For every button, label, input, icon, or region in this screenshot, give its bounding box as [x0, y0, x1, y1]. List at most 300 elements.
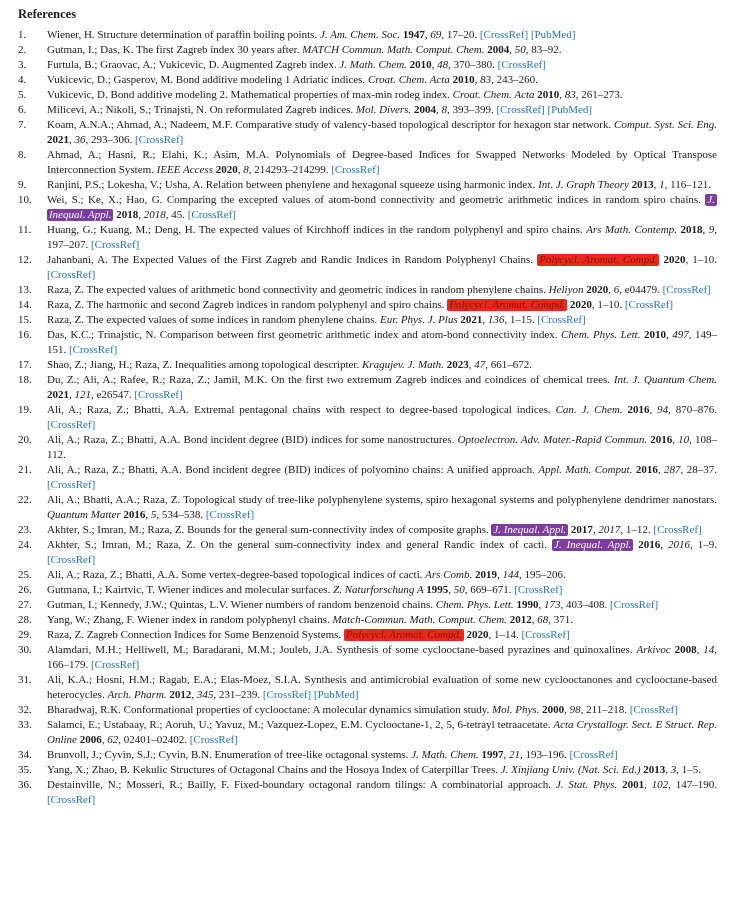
journal-name: Quantum Matter — [47, 509, 124, 521]
reference-item — [18, 493, 717, 523]
reference-text — [47, 148, 717, 178]
crossref-link[interactable]: [CrossRef] — [569, 749, 618, 761]
reference-item — [18, 628, 717, 643]
reference-text-span: , 243–260. — [491, 74, 538, 86]
reference-item — [18, 598, 717, 613]
crossref-link[interactable]: [CrossRef] — [47, 479, 96, 491]
journal-name: 136 — [487, 314, 505, 326]
reference-text — [47, 373, 717, 403]
crossref-link[interactable]: [CrossRef] — [134, 389, 183, 401]
reference-item — [18, 148, 717, 178]
journal-name: 83 — [564, 89, 576, 101]
reference-number: 35. — [18, 764, 32, 776]
reference-item — [18, 328, 717, 358]
reference-text — [47, 463, 717, 493]
reference-number: 5. — [18, 89, 27, 101]
crossref-link[interactable]: [CrossRef] — [187, 209, 236, 221]
highlighted-journal-red: Polycycl. Aromat. Compd. — [539, 254, 658, 266]
journal-name: Acta Crystallogr. Sect. E Struct. Rep. Online — [47, 719, 717, 746]
reference-text-span: Destainville, N.; Mosseri, R.; Bailly, F. Fixed-boundary octagonal random tilings: A combinatorial approach. — [47, 779, 556, 791]
journal-name: 14 — [703, 644, 715, 656]
reference-text-span: Ahmad, A.; Hasni, R.; Elahi, K.; Asim, M.A. Polynomials of Degree-based Indices for Swapped Networks Modeled by Optical Transpose Interconnection System. — [47, 149, 717, 176]
crossref-link[interactable]: [CrossRef] — [653, 524, 702, 536]
reference-text-span: , 17–20. — [441, 29, 480, 41]
reference-item — [18, 283, 717, 298]
reference-item — [18, 193, 717, 223]
reference-text-span: , — [448, 584, 454, 596]
reference-text-span: , 45. — [165, 209, 188, 221]
reference-text-span: , 534–538. — [156, 509, 206, 521]
reference-text-span: , — [191, 689, 197, 701]
journal-name: J. Xinjiang Univ. (Nat. Sci. Ed.) — [500, 764, 644, 776]
highlighted-journal-red: Polycycl. Aromat. Compd. — [449, 299, 566, 311]
crossref-link[interactable]: [CrossRef] — [205, 509, 255, 521]
reference-text-span: Akhter, S.; Imran, M.; Raza, Z. Bounds for the general sum-connectivity index of composite graphs. — [47, 524, 492, 536]
reference-text — [47, 193, 717, 223]
publication-year: 2010 — [452, 74, 475, 86]
reference-item — [18, 778, 717, 808]
crossref-link[interactable]: [CrossRef] — [91, 659, 140, 671]
journal-name: 50 — [453, 584, 465, 596]
publication-year: 2020 — [663, 254, 686, 266]
reference-text-span: Ali, A.; Raza, Z.; Bhatti, A.A. Some vertex-degree-based topological indices of cacti. — [47, 569, 426, 581]
reference-number: 15. — [18, 314, 32, 326]
reference-text-span: , 197–207. — [47, 224, 717, 251]
reference-text-span: , — [424, 29, 431, 41]
reference-text-span: Du, Z.; Ali, A.; Rafee, R.; Raza, Z.; Jamil, M.K. On the first two extremum Zagreb indices and coindices of chemical trees. — [47, 374, 614, 386]
journal-name: Chem. Phys. Lett. — [561, 329, 644, 341]
reference-item — [18, 748, 717, 763]
crossref-link[interactable]: [CrossRef] — [662, 284, 711, 296]
reference-number: 18. — [18, 374, 32, 386]
publication-year: 2020 — [215, 164, 238, 176]
crossref-link[interactable]: [CrossRef] — [537, 314, 586, 326]
publication-year: 2020 — [586, 284, 609, 296]
reference-text-span: , — [696, 644, 704, 656]
publication-year: 2017 — [570, 524, 593, 536]
journal-name: 144 — [502, 569, 519, 581]
reference-text-span: , 403–408. — [560, 599, 610, 611]
publication-year: 2004 — [413, 104, 436, 116]
reference-text — [47, 328, 717, 358]
reference-text-span: , — [138, 209, 144, 221]
journal-name: 62 — [107, 734, 119, 746]
reference-text-span: , 1–15. — [504, 314, 538, 326]
reference-text-span: Yang, W.; Zhang, F. Wiener index in random polyphenyl chains. — [47, 614, 333, 626]
publication-year: 2021 — [47, 134, 69, 146]
reference-text-span: , e04479. — [619, 284, 663, 296]
journal-name: 8 — [243, 164, 249, 176]
reference-item — [18, 253, 717, 283]
reference-text — [47, 178, 717, 193]
publication-year: 2016 — [627, 404, 650, 416]
journal-name: Chem. Phys. Lett. — [435, 599, 517, 611]
reference-text-span: Ranjini, P.S.; Lokesha, V.; Usha, A. Relation between phenylene and hexagonal squeeze using harmonic index. — [47, 179, 539, 191]
reference-text-span: , 1–9. — [690, 539, 718, 551]
reference-number: 36. — [18, 779, 32, 791]
publication-year: 2006 — [79, 734, 102, 746]
journal-name: Arch. Pharm. — [107, 689, 170, 701]
reference-item — [18, 463, 717, 493]
journal-name: 8 — [441, 104, 447, 116]
reference-number: 11. — [18, 224, 32, 236]
reference-text — [47, 313, 717, 328]
reference-text-span: , 870–876. — [668, 404, 717, 416]
reference-text-span: Raza, Z. The expected values of some indices in random phenylene chains. — [47, 314, 381, 326]
reference-text-span: , 195–206. — [518, 569, 566, 581]
reference-text-span: , 1–10. — [591, 299, 625, 311]
reference-number: 29. — [18, 629, 32, 641]
reference-item — [18, 763, 717, 778]
pubmed-link[interactable]: [PubMed] — [530, 29, 576, 41]
crossref-link[interactable]: [CrossRef] — [514, 584, 563, 596]
reference-number: 34. — [18, 749, 32, 761]
reference-text-span: Furtula, B.; Graovac, A.; Vukicevic, D. Augmented Zagreb index. — [47, 59, 340, 71]
reference-text-span: , 166–179. — [47, 644, 718, 671]
reference-number: 31. — [18, 674, 32, 686]
reference-number: 24. — [18, 539, 32, 551]
reference-text-span: , 116–121. — [664, 179, 711, 191]
reference-text-span: Wiener, H. Structure determination of paraffin boiling points. — [47, 29, 320, 41]
reference-text-span: , — [665, 329, 673, 341]
reference-text-span: , — [503, 749, 509, 761]
crossref-link[interactable]: [CrossRef] — [47, 794, 96, 806]
reference-text-span: Ali, A.; Bhatti, A.A.; Raza, Z. Topological study of tree-like polyphenylene systems, spiro hexagonal systems and polyphenylene dendrimer nanostars. — [47, 494, 717, 506]
reference-text-span: , 1–14. — [488, 629, 522, 641]
reference-text-span: Vukicevic, D. Bond additive modeling 2. Mathematical properties of max-min rodeg index. — [47, 89, 453, 101]
reference-number: 2. — [18, 44, 27, 56]
journal-name: IEEE Access — [156, 164, 216, 176]
reference-text-span: , — [592, 524, 599, 536]
publication-year: 2021 — [460, 314, 483, 326]
crossref-link[interactable]: [CrossRef] — [47, 419, 96, 431]
reference-text — [47, 58, 717, 73]
reference-text — [47, 583, 717, 598]
reference-number: 14. — [18, 299, 32, 311]
publication-year: 2023 — [446, 359, 469, 371]
reference-text — [47, 718, 717, 748]
publication-year: 2021 — [47, 389, 69, 401]
journal-name: Heliyon — [548, 284, 587, 296]
reference-item — [18, 88, 717, 103]
reference-text-span: Wei, S.; Ke, X.; Hao, G. Comparing the excepted values of atom-bond connectivity and geometric arithmetic indices in random spiro chains. — [47, 194, 706, 206]
publication-year: 2012 — [169, 689, 192, 701]
reference-text-span: , — [559, 89, 565, 101]
reference-number: 26. — [18, 584, 32, 596]
reference-text — [47, 253, 717, 283]
crossref-link[interactable]: [CrossRef] — [629, 704, 678, 716]
reference-text — [47, 73, 717, 88]
reference-text-span: , — [702, 224, 709, 236]
reference-text-span: , 149–151. — [47, 329, 718, 356]
reference-text-span: , — [474, 74, 481, 86]
publication-year: 2010 — [537, 89, 560, 101]
reference-number: 23. — [18, 524, 32, 536]
crossref-link[interactable]: [CrossRef] — [47, 269, 96, 281]
journal-name: 2017 — [598, 524, 621, 536]
crossref-link[interactable]: [CrossRef] — [521, 629, 570, 641]
pubmed-link[interactable]: [PubMed] — [547, 104, 593, 116]
reference-text — [47, 403, 717, 433]
reference-number: 8. — [18, 149, 27, 161]
crossref-link[interactable]: [CrossRef] — [496, 104, 545, 116]
journal-name: 94 — [657, 404, 669, 416]
reference-text-span: , 371. — [548, 614, 573, 626]
reference-text-span: Gutmana, I.; Kairtvic, T. Wiener indices and molecular surfaces. — [47, 584, 334, 596]
reference-number: 19. — [18, 404, 32, 416]
reference-item — [18, 358, 717, 373]
reference-text-span: , — [101, 734, 108, 746]
publication-year: 2001 — [622, 779, 645, 791]
reference-number: 17. — [18, 359, 32, 371]
journal-name: Can. J. Chem. — [555, 404, 628, 416]
reference-item — [18, 403, 717, 433]
reference-text-span: Salamci, E.; Ustabaay, R.; Aoruh, U.; Yavuz, M.; Vazquez-Lopez, E.M. Cyclooctane-1, 2, 5, 6-tetrayl tetraacetate. — [47, 719, 554, 731]
pubmed-link[interactable]: [PubMed] — [313, 689, 359, 701]
reference-text — [47, 703, 717, 718]
journal-name: 83 — [480, 74, 492, 86]
highlighted-journal-purple: J. Inequal. Appl. — [553, 539, 632, 551]
publication-year: 2010 — [643, 329, 666, 341]
reference-item — [18, 673, 717, 703]
publication-year: 1990 — [516, 599, 539, 611]
reference-number: 12. — [18, 254, 32, 266]
reference-text-span: , — [644, 779, 652, 791]
reference-text-span: , 1–10. — [685, 254, 718, 266]
reference-text-span: , — [538, 599, 544, 611]
reference-text-span: Akhter, S.; Imran, M.; Raza, Z. On the general sum-connectivity index and general Randic index of cacti. — [47, 539, 552, 551]
reference-text-span: Raza, Z. Zagreb Connection Indices for Some Benzenoid Systems. — [47, 629, 344, 641]
journal-name: 345 — [196, 689, 214, 701]
reference-text-span: , 393–399. — [446, 104, 497, 116]
reference-number: 16. — [18, 329, 32, 341]
reference-text-span: Huang, G.; Kuang, M.; Deng, H. The expected values of Kirchhoff indices in the random polyphenyl and spiro chains. — [47, 224, 587, 236]
crossref-link[interactable]: [CrossRef] — [91, 239, 140, 251]
reference-text — [47, 103, 717, 118]
reference-text-span: , — [145, 509, 151, 521]
reference-number: 21. — [18, 464, 32, 476]
reference-item — [18, 703, 717, 718]
reference-text — [47, 298, 717, 313]
reference-text — [47, 748, 717, 763]
journal-name: 9 — [708, 224, 715, 236]
publication-year: 2013 — [643, 764, 666, 776]
reference-text-span: Yang, X.; Zhao, B. Kekulic Structures of Octagonal Chains and the Hosoya Index of Caterpillar Trees. — [47, 764, 501, 776]
publication-year: 2016 — [650, 434, 673, 446]
reference-text — [47, 598, 717, 613]
journal-name: Int. J. Quantum Chem. — [613, 374, 717, 386]
journal-name: 102 — [651, 779, 669, 791]
reference-text-span: , — [672, 434, 679, 446]
reference-number: 32. — [18, 704, 32, 716]
reference-item — [18, 718, 717, 748]
crossref-link[interactable]: [CrossRef] — [624, 299, 674, 311]
journal-name: Croat. Chem. Acta — [452, 89, 538, 101]
reference-text-span: Ali, A.; Raza, Z.; Bhatti, A.A. Extremal pentagonal chains with respect to degree-based topological indices. — [47, 404, 556, 416]
journal-name: 36 — [74, 134, 86, 146]
crossref-link[interactable]: [CrossRef] — [331, 164, 380, 176]
publication-year: 2016 — [638, 539, 661, 551]
journal-name: J. Am. Chem. Soc. — [319, 29, 403, 41]
reference-text-span: Raza, Z. The harmonic and second Zagreb indices in random polyphenyl and spiro chains. — [47, 299, 448, 311]
reference-number: 30. — [18, 644, 32, 656]
page-title: References — [18, 7, 77, 21]
reference-text-span: , e26547. — [91, 389, 135, 401]
reference-item — [18, 613, 717, 628]
reference-text-span: , — [69, 134, 75, 146]
crossref-link[interactable]: [CrossRef] — [189, 734, 238, 746]
reference-item — [18, 28, 717, 43]
publication-year: 2016 — [123, 509, 146, 521]
reference-text-span: , — [564, 704, 570, 716]
publication-year: 2020 — [466, 629, 489, 641]
reference-text — [47, 568, 717, 583]
crossref-link[interactable]: [CrossRef] — [497, 59, 546, 71]
reference-text-span: Raza, Z. The expected values of arithmetic bond connectivity and geometric indices in random phenylene chains. — [47, 284, 549, 296]
reference-text-span: , 28–37. — [680, 464, 718, 476]
reference-text — [47, 523, 717, 538]
publication-year: 2013 — [631, 179, 654, 191]
journal-name: 2016 — [668, 539, 691, 551]
reference-number: 22. — [18, 494, 32, 506]
reference-text — [47, 538, 717, 568]
reference-number: 4. — [18, 74, 27, 86]
journal-name: 121 — [74, 389, 91, 401]
reference-text-span: , 147–190. — [668, 779, 717, 791]
reference-item — [18, 568, 717, 583]
publication-year: 2019 — [474, 569, 497, 581]
crossref-link[interactable]: [CrossRef] — [47, 554, 96, 566]
reference-text-span: , 669–671. — [464, 584, 515, 596]
journal-name: 1 — [659, 179, 665, 191]
reference-text-span: , — [482, 314, 488, 326]
reference-text-span: Koam, A.N.A.; Ahmad, A.; Nadeem, M.F. Comparative study of valency-based topological descriptor for hexagon star network. — [47, 119, 614, 131]
reference-text-span: , — [531, 614, 538, 626]
journal-name: 69 — [430, 29, 442, 41]
reference-text-span: Alamdari, M.H.; Helliwell, M.; Baradarani, M.M.; Jouleb, J.A. Synthesis of some cyclooctane-based pyrazines and quinoxalines. — [47, 644, 637, 656]
reference-text-span: , 370–380. — [448, 59, 498, 71]
reference-item — [18, 118, 717, 148]
publication-year: 1995 — [426, 584, 449, 596]
reference-text-span: , 293–306. — [85, 134, 135, 146]
journal-name: J. Math. Chem. — [339, 59, 410, 71]
reference-text-span: , — [509, 44, 515, 56]
reference-number: 7. — [18, 119, 27, 131]
highlighted-journal-purple: J. Inequal. Appl. — [493, 524, 567, 536]
journal-name: 6 — [613, 284, 620, 296]
crossref-link[interactable]: [CrossRef] — [609, 599, 659, 611]
crossref-link[interactable]: [CrossRef] — [479, 29, 529, 41]
reference-number: 20. — [18, 434, 32, 446]
reference-text-span: Ali, A.; Raza, Z.; Bhatti, A.A. Bond incident degree (BID) indices for some nanostructures. — [47, 434, 458, 446]
reference-text-span: , 108–112. — [47, 434, 718, 461]
reference-text-span: , 1–12. — [620, 524, 654, 536]
publication-year: 2020 — [569, 299, 592, 311]
publication-year: 2008 — [674, 644, 697, 656]
reference-text-span: , — [69, 389, 75, 401]
reference-text-span: Gutman, I.; Kennedy, J.W.; Quintas, L.V. Wiener numbers of random benzenoid chains. — [47, 599, 436, 611]
journal-name: Mol. Phys. — [492, 704, 543, 716]
crossref-link[interactable]: [CrossRef] — [262, 689, 312, 701]
reference-text-span: Ali, A.; Raza, Z.; Bhatti, A.A. Bond incident degree (BID) indices of polyomino chains: A unified approach. — [47, 464, 539, 476]
reference-text — [47, 493, 717, 523]
reference-text-span: , — [657, 464, 665, 476]
journal-name: Kragujev. J. Math. — [361, 359, 447, 371]
journal-name: Appl. Math. Comput. — [538, 464, 636, 476]
journal-name: Ars Math. Contemp. — [586, 224, 681, 236]
journal-name: 3 — [670, 764, 677, 776]
reference-text-span: Shao, Z.; Jiang, H.; Raza, Z. Inequalities among topological descripter. — [47, 359, 362, 371]
journal-name: 5 — [150, 509, 157, 521]
journal-name: 497 — [672, 329, 689, 341]
publication-year: 2010 — [409, 59, 432, 71]
journal-name: 47 — [474, 359, 486, 371]
reference-text — [47, 763, 717, 778]
journal-name: Z. Naturforschung A — [333, 584, 427, 596]
publication-year: 1997 — [481, 749, 504, 761]
reference-item — [18, 103, 717, 118]
reference-text-span: , — [431, 59, 438, 71]
reference-number: 25. — [18, 569, 32, 581]
journal-name: 2018 — [143, 209, 166, 221]
reference-item — [18, 73, 717, 88]
reference-number: 33. — [18, 719, 32, 731]
journal-name: Optoelectron. Adv. Mater.-Rapid Commun. — [457, 434, 651, 446]
reference-text-span: , 211–218. — [580, 704, 630, 716]
reference-text-span: Jahanbani, A. The Expected Values of the First Zagreb and Randic Indices in Random Polyphenyl Chains. — [47, 254, 538, 266]
journal-name: Comput. Syst. Sci. Eng. — [613, 119, 717, 131]
reference-number: 27. — [18, 599, 32, 611]
journal-name: 98 — [569, 704, 581, 716]
reference-text — [47, 118, 717, 148]
reference-item — [18, 583, 717, 598]
reference-number: 28. — [18, 614, 32, 626]
reference-text-span: , 83–92. — [525, 44, 562, 56]
reference-text — [47, 28, 717, 43]
reference-item — [18, 433, 717, 463]
journal-name: 10 — [678, 434, 690, 446]
reference-text-span: , 661–672. — [485, 359, 532, 371]
reference-item — [18, 178, 717, 193]
reference-text-span: , — [237, 164, 244, 176]
reference-text-span: , — [649, 404, 658, 416]
publication-year: 2004 — [487, 44, 510, 56]
crossref-link[interactable]: [CrossRef] — [69, 344, 118, 356]
reference-item — [18, 373, 717, 403]
reference-number: 9. — [18, 179, 27, 191]
reference-text-span: Vukicevic, D.; Gasperov, M. Bond additive modeling 1 Adriatic indices. — [47, 74, 368, 86]
crossref-link[interactable]: [CrossRef] — [135, 134, 184, 146]
journal-name: MATCH Commun. Math. Comput. Chem. — [302, 44, 488, 56]
journal-name: Arkivoc — [636, 644, 675, 656]
journal-name: Ars Comb. — [425, 569, 475, 581]
reference-text-span: , — [660, 539, 669, 551]
reference-item — [18, 58, 717, 73]
reference-text — [47, 223, 717, 253]
reference-text-span: , 261–273. — [575, 89, 623, 101]
journal-name: 68 — [537, 614, 549, 626]
reference-text-span: Bharadwaj, R.K. Conformational properties of cyclooctane: A molecular dynamics simulation study. — [47, 704, 492, 716]
reference-item — [18, 298, 717, 313]
reference-text-span: , — [653, 179, 660, 191]
reference-number: 6. — [18, 104, 27, 116]
reference-item — [18, 223, 717, 253]
reference-text-span: Milicevi, A.; Nikoli, S.; Trinajsti, N. On reformulated Zagreb indices. — [47, 104, 356, 116]
reference-text — [47, 88, 717, 103]
reference-text-span: , — [496, 569, 503, 581]
publication-year: 2012 — [509, 614, 532, 626]
publication-year: 2018 — [680, 224, 703, 236]
